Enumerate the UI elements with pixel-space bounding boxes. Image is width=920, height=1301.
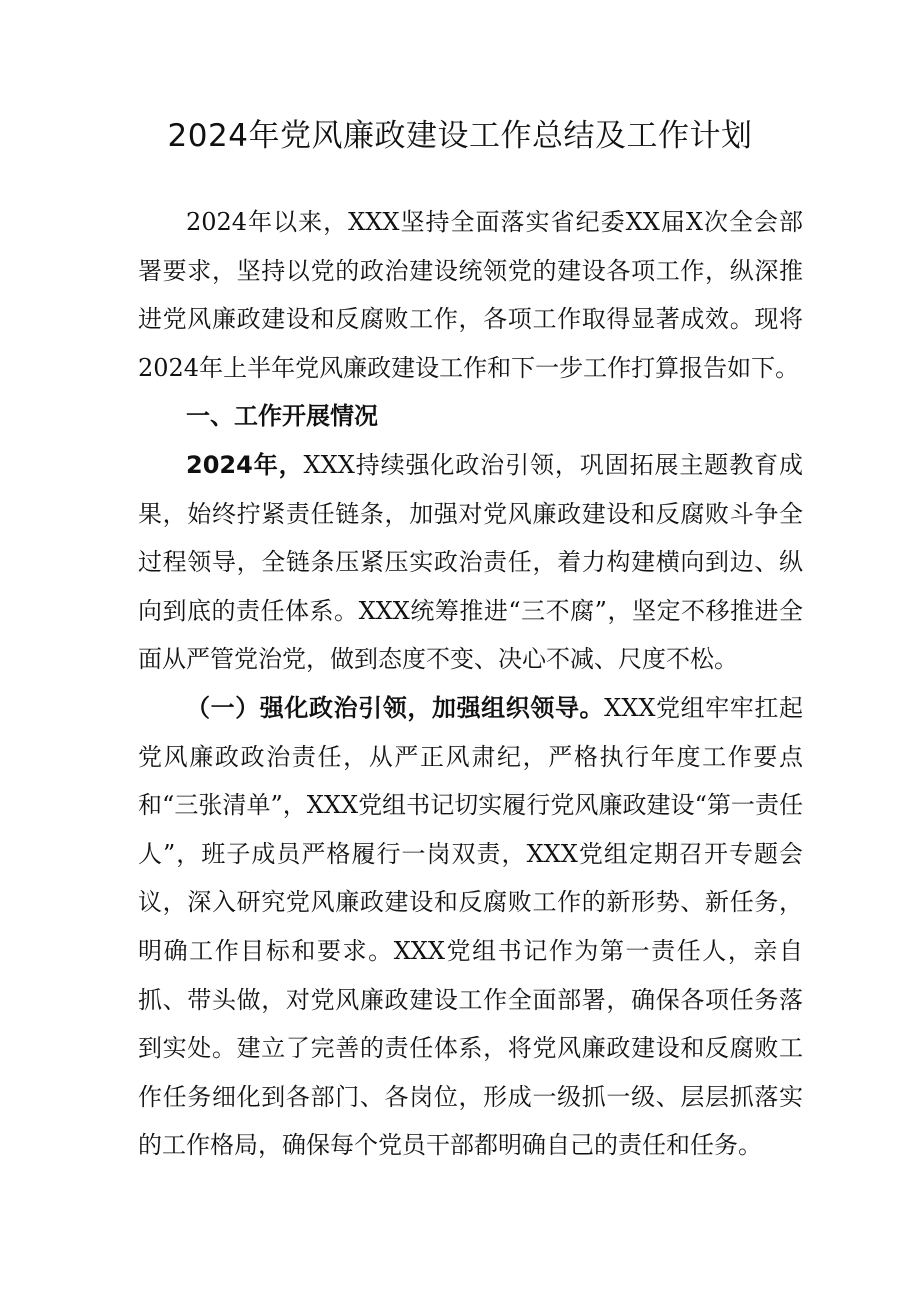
section-heading-work-status	[138, 392, 803, 441]
section-heading-text: 一、工作开展情况	[186, 402, 378, 431]
subsection-paragraph	[138, 684, 803, 1170]
section-paragraph	[138, 441, 803, 684]
subsection-heading: （一）强化政治引领，加强组织领导。	[186, 693, 605, 722]
intro-paragraph: 2024年以来，XXX坚持全面落实省纪委XX届X次全会部署要求，坚持以党的政治建设统领党的建设各项工作，纵深推进党风廉政建设和反腐败工作，各项工作取得显著成效。现将2024年上半年党风廉政建设工作和下一步工作打算报告如下。	[138, 208, 803, 382]
subsection-paragraph-text: XXX党组牢牢扛起党风廉政政治责任，从严正风肃纪，严格执行年度工作要点和“三张清单”，XXX党组书记切实履行党风廉政建设“第一责任人”，班子成员严格履行一岗双责，XXX党组定期召开专题会议，深入研究党风廉政建设和反腐败工作的新形势、新任务，明确工作目标和要求。XXX党组书记作为第一责任人，亲自抓、带头做，对党风廉政建设工作全面部署，确保各项任务落到实处。建立了完善的责任体系，将党风廉政建设和反腐败工作任务细化到各部门、各岗位，形成一级抓一级、层层抓落实的工作格局，确保每个党员干部都明确自己的责任和任务。	[138, 693, 803, 1160]
document-body	[138, 198, 803, 1170]
section-paragraph-text: XXX持续强化政治引领，巩固拓展主题教育成果，始终拧紧责任链条，加强对党风廉政建设和反腐败斗争全过程领导，全链条压紧压实政治责任，着力构建横向到边、纵向到底的责任体系。XXX统筹推进“三不腐”，坚定不移推进全面从严管党治党，做到态度不变、决心不减、尺度不松。	[138, 450, 804, 674]
document-title: 2024年党风廉政建设工作总结及工作计划	[167, 118, 753, 154]
paragraph-lead-year: 2024年，	[186, 450, 304, 479]
